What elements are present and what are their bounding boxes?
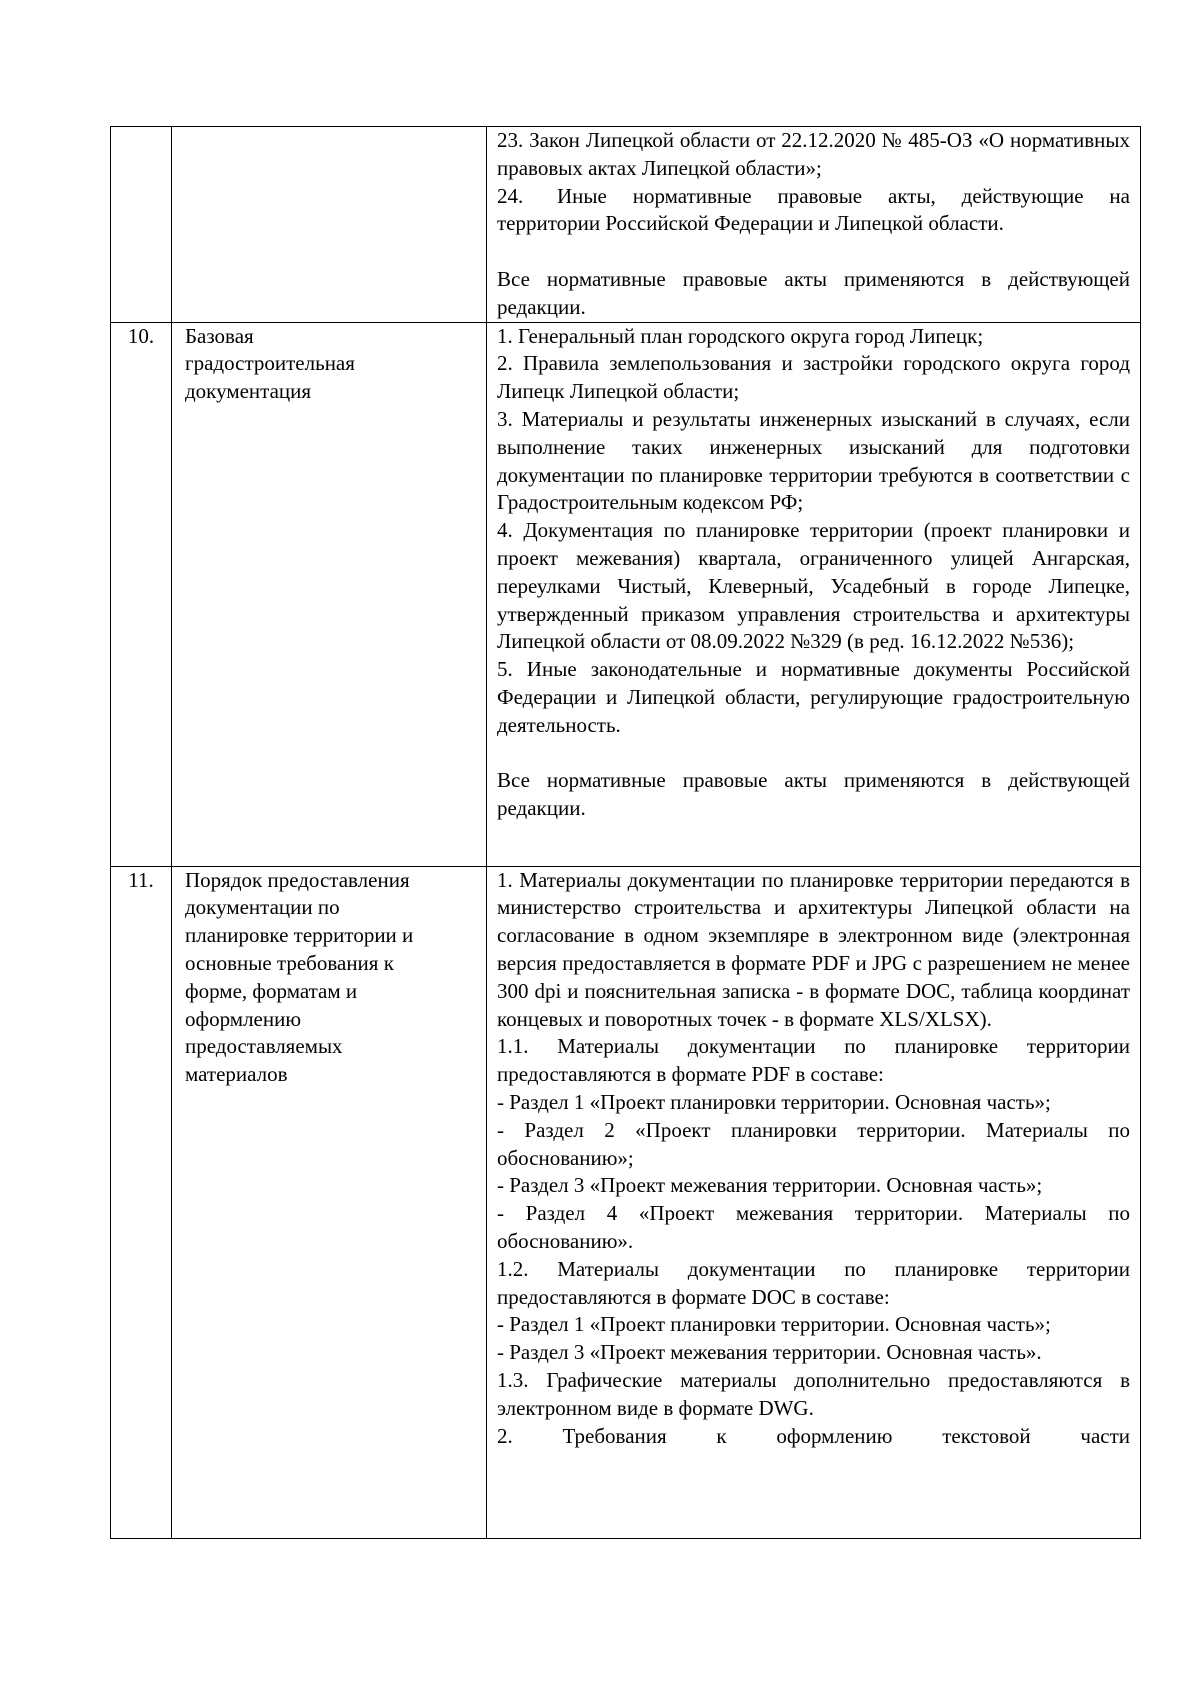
- row-content: [487, 127, 1141, 323]
- row-number: 10.: [111, 322, 172, 866]
- list-item: 1. Генеральный план городского округа город Липецк;: [497, 323, 984, 348]
- row-number: [111, 127, 172, 323]
- list-item: - Раздел 3 «Проект межевания территории. Основная часть».: [497, 1340, 1042, 1365]
- list-item: 1. Материалы документации по планировке территории передаются в министерство строительства и архитектуры Липецкой области на согласование в одном экземпляре в электронном виде (электронная версия предоставляется в формате PDF и JPG с разрешением не менее 300 dpi и пояснительная записка - в формате DOC, таблица координат концевых и поворотных точек - в формате XLS/XLSX).: [497, 867, 1130, 1031]
- table-row: [111, 866, 1141, 1538]
- list-item: 1.2. Материалы документации по планировке территории предоставляются в формате DOC в составе:: [497, 1256, 1130, 1309]
- note-text: Все нормативные правовые акты применяются в действующей редакции.: [497, 768, 1130, 821]
- list-item: 24. Иные нормативные правовые акты, действующие на территории Российской Федерации и Липецкой области.: [497, 183, 1130, 236]
- list-item: - Раздел 4 «Проект межевания территории. Материалы по обоснованию».: [497, 1201, 1130, 1253]
- row-number: 11.: [111, 866, 172, 1538]
- list-item: 5. Иные законодательные и нормативные документы Российской Федерации и Липецкой области, регулирующие градостроительную деятельность.: [497, 657, 1130, 737]
- list-item: 4. Документация по планировке территории (проект планировки и проект межевания) квартала, ограниченного улицей Ангарская, переулками Чистый, Клеверный, Усадебный в городе Липецке, утвержденный приказом управления строительства и архитектуры Липецкой области от 08.09.2022 №329 (в ред. 16.12.2022 №536);: [497, 518, 1130, 654]
- list-item: 3. Материалы и результаты инженерных изысканий в случаях, если выполнение таких инженерных изысканий для подготовки документации по планировке территории требуются в соответствии с Градостроительным кодексом РФ;: [497, 406, 1130, 515]
- list-item: - Раздел 1 «Проект планировки территории. Основная часть»;: [497, 1089, 1051, 1114]
- row-content: [487, 322, 1141, 866]
- list-item: - Раздел 3 «Проект межевания территории. Основная часть»;: [497, 1173, 1043, 1198]
- row-title: Базовая градостроительная документация: [172, 322, 487, 866]
- note-text: Все нормативные правовые акты применяются в действующей редакции.: [497, 266, 1130, 319]
- specification-table: [110, 126, 1141, 1539]
- table-row: [111, 322, 1141, 866]
- list-item: 1.1. Материалы документации по планировке территории предоставляются в формате PDF в составе:: [497, 1034, 1130, 1087]
- row-content: [487, 866, 1141, 1538]
- table-row: [111, 127, 1141, 323]
- list-item: 1.3. Графические материалы дополнительно предоставляются в электронном виде в формате DWG.: [497, 1367, 1130, 1420]
- list-item: 23. Закон Липецкой области от 22.12.2020 № 485-ОЗ «О нормативных правовых актах Липецкой области»;: [497, 128, 1130, 180]
- list-item: 2. Требования к оформлению текстовой части: [497, 1423, 1130, 1448]
- row-title: [172, 127, 487, 323]
- row-title: Порядок предоставления документации по планировке территории и основные требования к форме, форматам и оформлению предоставляемых материалов: [172, 866, 487, 1538]
- list-item: - Раздел 1 «Проект планировки территории. Основная часть»;: [497, 1312, 1051, 1337]
- list-item: 2. Правила землепользования и застройки городского округа город Липецк Липецкой области;: [497, 351, 1130, 404]
- list-item: - Раздел 2 «Проект планировки территории. Материалы по обоснованию»;: [497, 1117, 1130, 1170]
